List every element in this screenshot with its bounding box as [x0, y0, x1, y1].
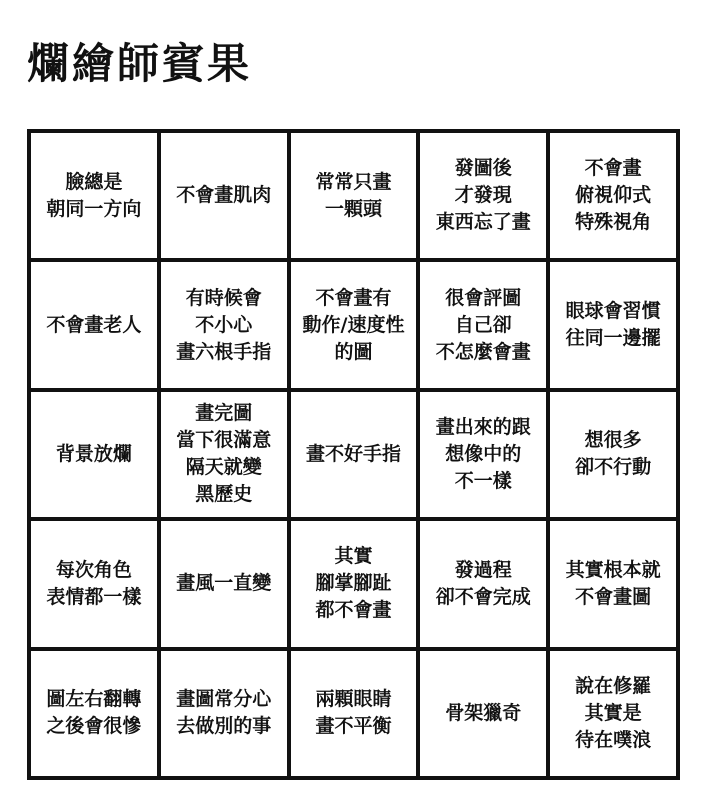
bingo-cell-text: 畫完圖 當下很滿意 隔天就變 黑歷史: [176, 402, 272, 506]
bingo-cell: [291, 651, 417, 776]
bingo-cell-text: 畫出來的跟 想像中的 不一樣: [435, 415, 531, 492]
bingo-cell: [31, 133, 157, 258]
bingo-cell: [291, 521, 417, 646]
bingo-cell: [31, 651, 157, 776]
bingo-cell-text: 眼球會習慣 往同一邊擺: [565, 300, 661, 350]
bingo-title: 爛繪師賓果: [27, 39, 253, 88]
bingo-cell: [161, 133, 287, 258]
bingo-cell-text: 畫不好手指: [305, 442, 401, 465]
bingo-cell-text: 骨架獵奇: [445, 701, 522, 724]
bingo-cell-text: 說在修羅 其實是 待在噗浪: [575, 674, 652, 751]
bingo-cell-text: 背景放爛: [55, 442, 132, 465]
bingo-cell: [420, 521, 546, 646]
bingo-cell: [420, 262, 546, 387]
bingo-cell: [31, 521, 157, 646]
bingo-cell-text: 不會畫肌肉: [176, 184, 272, 207]
bingo-cell-text: 每次角色 表情都一樣: [46, 558, 142, 608]
bingo-cell: [550, 521, 676, 646]
bingo-cell-text: 其實 腳掌腳趾 都不會畫: [315, 545, 392, 622]
bingo-cell: [550, 392, 676, 517]
bingo-cell-text: 圖左右翻轉 之後會很慘: [46, 688, 142, 738]
bingo-cell-text: 其實根本就 不會畫圖: [565, 558, 661, 608]
bingo-cell: [31, 392, 157, 517]
bingo-cell-text: 常常只畫 一顆頭: [315, 170, 392, 220]
bingo-cell: [291, 262, 417, 387]
bingo-cell-text: 有時候會 不小心 畫六根手指: [176, 286, 272, 363]
bingo-cell-text: 畫風一直變: [176, 572, 272, 595]
bingo-cell: [420, 392, 546, 517]
bingo-cell-text: 臉總是 朝同一方向: [46, 170, 142, 220]
bingo-cell-text: 不會畫有 動作/速度性 的圖: [302, 286, 405, 363]
bingo-cell-text: 發過程 卻不會完成: [435, 558, 531, 608]
bingo-cell: [420, 133, 546, 258]
bingo-grid: [27, 129, 680, 780]
bingo-cell-text: 兩顆眼睛 畫不平衡: [315, 688, 392, 738]
bingo-cell-text: 不會畫老人: [46, 313, 142, 336]
bingo-cell: [31, 262, 157, 387]
bingo-cell: [161, 651, 287, 776]
bingo-cell: [550, 133, 676, 258]
bingo-cell-text: 畫圖常分心 去做別的事: [176, 688, 272, 738]
bingo-cell: [161, 262, 287, 387]
bingo-cell-text: 不會畫 俯視仰式 特殊視角: [575, 157, 652, 234]
bingo-cell-text: 很會評圖 自己卻 不怎麼會畫: [435, 286, 531, 363]
bingo-cell: [291, 133, 417, 258]
bingo-cell: [161, 392, 287, 517]
bingo-cell-text: 發圖後 才發現 東西忘了畫: [435, 157, 531, 234]
bingo-cell: [291, 392, 417, 517]
bingo-cell: [550, 651, 676, 776]
bingo-cell-text: 想很多 卻不行動: [575, 429, 652, 479]
bingo-cell: [420, 651, 546, 776]
bingo-cell: [550, 262, 676, 387]
bingo-cell: [161, 521, 287, 646]
